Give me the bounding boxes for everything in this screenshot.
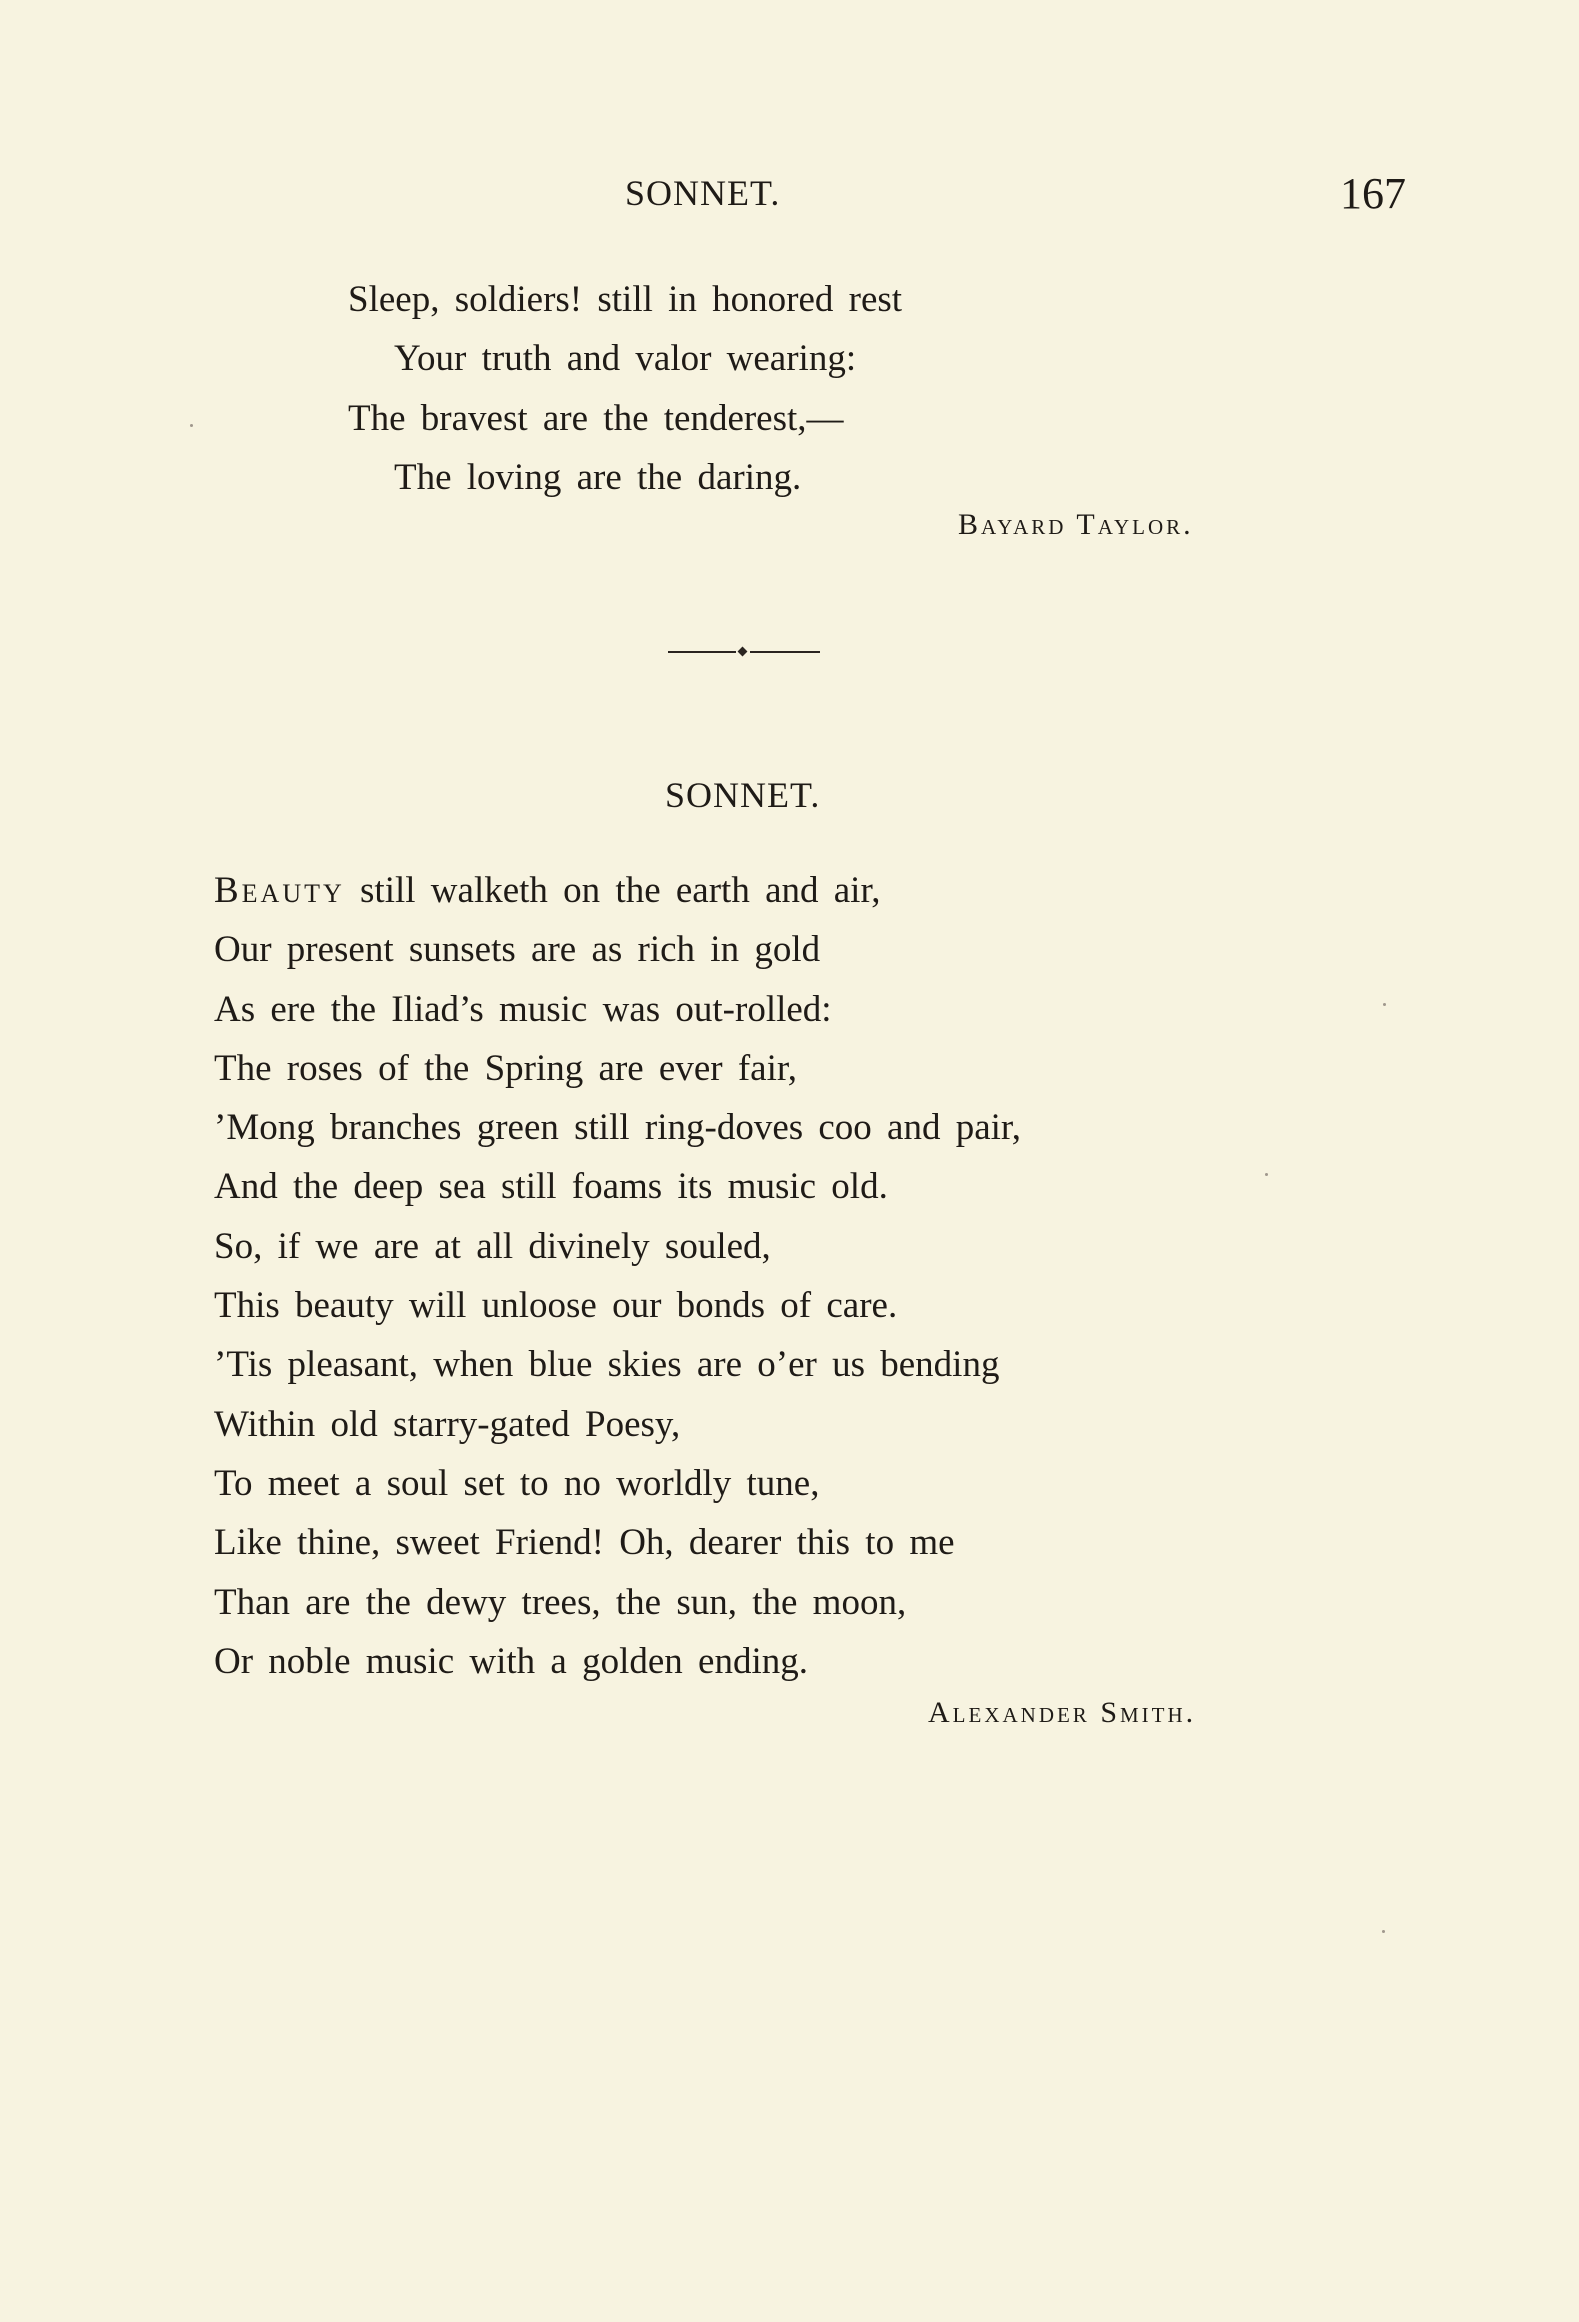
poem-1-stanza bbox=[348, 270, 902, 507]
poem-line: Within old starry-gated Poesy, bbox=[214, 1403, 681, 1445]
poem-line: So, if we are at all divinely souled, bbox=[214, 1225, 771, 1267]
poem-line: The bravest are the tenderest,— bbox=[348, 397, 844, 439]
paper-speck bbox=[1382, 1930, 1385, 1933]
poem-line: To meet a soul set to no worldly tune, bbox=[214, 1462, 820, 1504]
opening-word: Beauty bbox=[214, 870, 345, 911]
paper-speck bbox=[190, 424, 193, 427]
running-title: SONNET. bbox=[625, 173, 781, 213]
poem-line bbox=[214, 861, 1021, 920]
poem-line: Your truth and valor wearing: bbox=[394, 338, 857, 380]
running-head bbox=[0, 168, 1579, 218]
poem-line: Sleep, soldiers! still in honored rest bbox=[348, 279, 903, 320]
poem-line: And the deep sea still foams its music old. bbox=[214, 1166, 888, 1208]
opening-line-rest: still walketh on the earth and air, bbox=[344, 870, 881, 911]
section-divider bbox=[668, 648, 820, 656]
poem-line: This beauty will unloose our bonds of care. bbox=[214, 1285, 898, 1327]
page-number: 167 bbox=[1340, 169, 1406, 218]
paper-speck bbox=[1265, 1173, 1268, 1176]
poem-line: Or noble music with a golden ending. bbox=[214, 1640, 808, 1682]
poem-line: The loving are the daring. bbox=[394, 456, 802, 498]
poem-2-title: SONNET. bbox=[665, 775, 821, 815]
poem-line: As ere the Iliad’s music was out-rolled: bbox=[214, 988, 832, 1030]
divider-rule bbox=[668, 651, 736, 653]
divider-rule bbox=[750, 651, 820, 653]
poem-line: Than are the dewy trees, the sun, the moon, bbox=[214, 1581, 907, 1623]
paper-speck bbox=[1383, 1003, 1386, 1006]
poem-line: Our present sunsets are as rich in gold bbox=[214, 929, 821, 971]
poem-2-attribution: Alexander Smith. bbox=[928, 1696, 1197, 1729]
poem-2-stanza bbox=[214, 861, 1021, 1691]
poem-line: ’Tis pleasant, when blue skies are o’er us bending bbox=[214, 1344, 1000, 1386]
diamond-ornament-icon bbox=[738, 647, 748, 657]
poem-line: ’Mong branches green still ring-doves coo and pair, bbox=[214, 1107, 1022, 1149]
poem-1-attribution: Bayard Taylor. bbox=[958, 508, 1194, 541]
poem-line: The roses of the Spring are ever fair, bbox=[214, 1047, 797, 1089]
poem-line: Like thine, sweet Friend! Oh, dearer this to me bbox=[214, 1522, 955, 1564]
